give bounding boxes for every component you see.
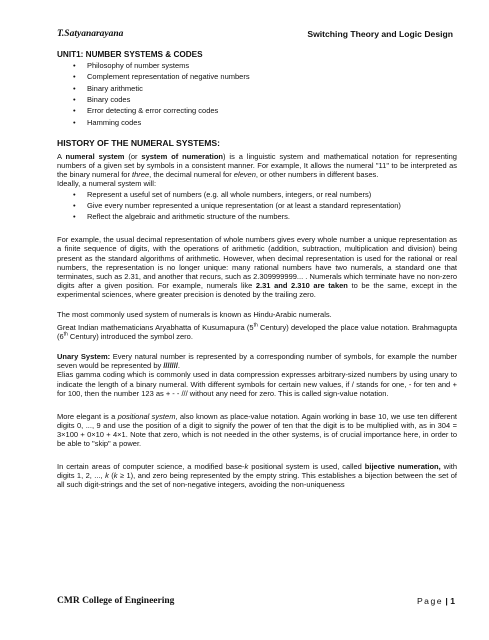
text-run: ( xyxy=(108,471,114,481)
italic-term: three xyxy=(132,169,150,179)
unit-topic-list xyxy=(57,61,457,127)
italic-term: k xyxy=(105,471,109,481)
footer-college: CMR College of Engineering xyxy=(57,596,175,606)
italic-term: k xyxy=(113,471,118,481)
paragraph-decimal-example xyxy=(57,235,457,299)
paragraph-indian-mathematicians xyxy=(57,323,457,341)
list-item: • Philosophy of number systems xyxy=(87,61,457,70)
history-heading: HISTORY OF THE NUMERAL SYSTEMS: xyxy=(57,137,220,148)
list-item: • Error detecting & error correcting codes xyxy=(87,106,457,115)
unary-symbols: /////// xyxy=(163,361,178,371)
paragraph-unary-system xyxy=(57,352,457,370)
text-run: , also known as place-value notation. Again working in base 10, we use ten different digits 0, ..., 9 and use the position of a digit to signify the power of ten that the digit is to be multiplied with, as in 304 = 3×100 + 0×10 + 4×1. Note that zero, which is not needed in the other systems, is of crucial importance here, in order to be able to "skip" a power. xyxy=(57,411,457,449)
text-run: to be the same, except in the experimental sciences, where greater precision is denoted by the trailing zero. xyxy=(57,280,457,299)
paragraph-positional-system xyxy=(57,412,457,448)
list-item: • Hamming codes xyxy=(87,118,457,127)
text-run: Century) introduced the symbol zero. xyxy=(67,332,193,342)
text-run: . xyxy=(177,361,181,371)
list-item: • Represent a useful set of numbers (e.g. all whole numbers, integers, or real numbers) xyxy=(87,190,457,199)
text-run: ≥ 1), and zero being represented by the empty string. This establishes a bijection between the set of all such digit-strings and the set of non-negative integers, avoiding the non-uniqueness xyxy=(57,471,457,490)
text-run: More elegant is a xyxy=(57,411,118,421)
bold-term: bijective numeration, xyxy=(364,462,441,472)
unary-label: Unary System: xyxy=(57,352,111,362)
superscript: th xyxy=(63,331,68,338)
text-run: ) is a linguistic system and mathematical notation for representing numbers of a given set by symbols in a consistent manner. For example, It allows the numeral "11" to be interpreted as the binary numeral for xyxy=(57,151,457,179)
superscript: th xyxy=(253,322,258,329)
footer-page-number xyxy=(417,596,455,606)
paragraph-numeral-system xyxy=(57,152,457,179)
list-item: • Reflect the algebraic and arithmetic structure of the numbers. xyxy=(87,212,457,221)
text-run: Century) developed the place value notation. Brahmagupta (6 xyxy=(57,323,457,342)
paragraph-elias-gamma: Elias gamma coding which is commonly used in data compression expresses arbitrary-sized numbers by using unary to indicate the length of a binary numeral. With different symbols for certain new values, if / stands for one, - for ten and + for 100, then the number 123 as + - - /// without any need for zero. This is called sign-value notation. xyxy=(57,370,457,398)
bold-term: numeral system xyxy=(65,151,125,161)
bold-term: 2.31 and 2.310 are taken xyxy=(255,280,348,290)
ideal-list xyxy=(57,190,457,221)
page-number: 1 xyxy=(450,596,455,606)
document-body xyxy=(57,50,457,489)
italic-term: eleven xyxy=(233,169,256,179)
text-run: with digits 1, 2, ..., xyxy=(57,462,457,481)
text-run: , the decimal numeral for xyxy=(149,169,234,179)
italic-term: k xyxy=(244,462,249,472)
text-run: Every natural number is represented by a corresponding number of symbols, for example the number seven would be represented by xyxy=(57,352,457,371)
list-item: • Give every number represented a unique representation (or at least a standard representation) xyxy=(87,201,457,210)
list-item: • Binary codes xyxy=(87,95,457,104)
paragraph-bijective-numeration xyxy=(57,462,457,489)
text-run: In certain areas of computer science, a modified base- xyxy=(57,462,245,472)
header-subject: Switching Theory and Logic Design xyxy=(307,29,453,39)
text-run: For example, the usual decimal representation of whole numbers gives every whole number a unique representation as a finite sequence of digits, with the operations of arithmetic (addition, subtraction, multiplication and division) being present as the standard algorithms of arithmetic. However, when decimal representation is used for the rational or real numbers, the representation is no longer unique: many rational numbers have two numerals, a standard one that terminates, such as 2.31, and another that recurs, such as 2.309999999... . Numerals which terminate have no non-zero digits after a given position. For example, numerals like xyxy=(57,235,457,290)
header-author: T.Satyanarayana xyxy=(57,29,124,39)
bold-term: system of numeration xyxy=(141,151,223,161)
text-run: (or xyxy=(124,151,142,161)
text-run: A xyxy=(57,151,66,161)
ideal-intro: Ideally, a numeral system will: xyxy=(57,178,157,188)
text-run: , or other numbers in different bases. xyxy=(255,169,379,179)
paragraph-hindu-arabic: The most commonly used system of numerals is known as Hindu-Arabic numerals. xyxy=(57,310,332,319)
unit-heading: UNIT1: NUMBER SYSTEMS & CODES xyxy=(57,50,203,59)
page-separator: | xyxy=(443,596,451,606)
list-item: • Complement representation of negative numbers xyxy=(87,72,457,81)
list-item: • Binary arithmetic xyxy=(87,84,457,93)
italic-term: positional system xyxy=(117,411,176,421)
text-run: positional system is used, called xyxy=(248,462,365,472)
page-label: Page xyxy=(416,596,444,606)
text-run: Great Indian mathematicians Aryabhatta of Kusumapura (5 xyxy=(57,323,254,333)
